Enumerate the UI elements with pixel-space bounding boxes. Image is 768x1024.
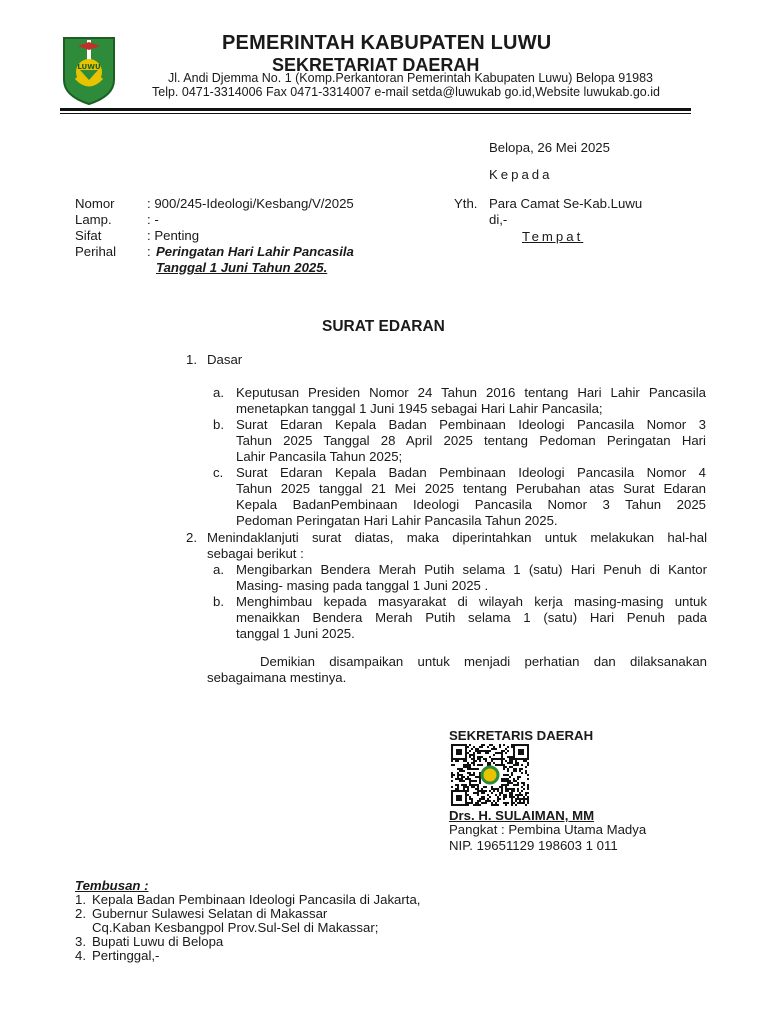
list-item-line: Tahun 2025 Tanggal 28 April 2025 tentang Pedoman Peringatan Hari [236,433,706,448]
list-item-line: Surat Edaran Kepala Badan Pembinaan Ideologi Pancasila Nomor 4 [236,465,706,480]
closing-line: Demikian disampaikan untuk menjadi perhatian dan dilaksanakan [260,654,707,669]
list-item-line: Surat Edaran Kepala Badan Pembinaan Ideologi Pancasila Nomor 3 [236,417,706,432]
luwu-emblem-icon [60,34,118,106]
section2-intro: Menindaklanjuti surat diatas, maka diperintahkan untuk melakukan hal-hal [207,530,707,545]
section1-title: Dasar [207,352,243,367]
meta-sifat-value: : Penting [147,228,200,243]
letterhead-address: Jl. Andi Djemma No. 1 (Komp.Perkantoran Pemerintah Kabupaten Luwu) Belopa 91983 [168,71,654,85]
signer-name: Drs. H. SULAIMAN, MM [449,808,595,823]
recipient-tempat: Tempat [522,229,584,244]
qr-code-icon [451,744,529,806]
signer-nip: NIP. 19651129 198603 1 011 [449,838,618,853]
closing-line: sebagaimana mestinya. [207,670,347,685]
section2-number: 2. [186,530,197,545]
list-item-mark: c. [213,465,224,480]
tembusan-mark: 3. [75,934,86,949]
list-item-line: Menghimbau kepada masyarakat di wilayah kerja masing-masing untuk [236,594,707,609]
list-item-line: Lahir Pancasila Tahun 2025; [236,449,403,464]
section2-intro-cont: sebagai berikut : [207,546,304,561]
list-item-line: Keputusan Presiden Nomor 24 Tahun 2016 tentang Hari Lahir Pancasila [236,385,706,400]
list-item-mark: b. [213,594,224,609]
svg-text:LUWU: LUWU [77,63,101,71]
recipient-di: di,- [489,212,508,227]
tembusan-item: Bupati Luwu di Belopa [92,934,224,949]
meta-nomor-value: : 900/245-Ideologi/Kesbang/V/2025 [147,196,354,211]
meta-nomor-label: Nomor [75,196,115,211]
tembusan-mark: 2. [75,906,86,921]
tembusan-mark: 4. [75,948,86,963]
recipient-name: Para Camat Se-Kab.Luwu [489,196,643,211]
perihal-date: Tanggal 1 Juni Tahun 2025. [156,260,328,275]
letterhead-rule-thick [60,108,691,111]
kepada-label: Kepada [489,167,553,182]
document-title: SURAT EDARAN [322,318,445,335]
date-line: Belopa, 26 Mei 2025 [489,140,610,155]
list-item-line: tanggal 1 Juni 2025. [236,626,355,641]
meta-lamp-value: : - [147,212,159,227]
list-item-line: Pedoman Peringatan Hari Lahir Pancasila Tahun 2025. [236,513,558,528]
list-item-line: Masing- masing pada tanggal 1 Juni 2025 . [236,578,489,593]
tembusan-title: Tembusan : [75,878,149,893]
qr-code [451,744,529,806]
signer-rank: Pangkat : Pembina Utama Madya [449,822,647,837]
meta-sifat-label: Sifat [75,228,102,243]
tembusan-item: Cq.Kaban Kesbangpol Prov.Sul-Sel di Makassar; [92,920,379,935]
meta-perihal-label: Perihal [75,244,117,259]
tembusan-item: Pertinggal,- [92,948,160,963]
tembusan-item: Kepala Badan Pembinaan Ideologi Pancasila di Jakarta, [92,892,421,907]
letterhead-contact: Telp. 0471-3314006 Fax 0471-3314007 e-mail setda@luwukab go.id,Website luwukab.go.id [152,85,660,99]
meta-perihal-colon: : [147,244,151,259]
signature-position: SEKRETARIS DAERAH [449,728,594,743]
list-item-mark: a. [213,385,224,400]
list-item-mark: b. [213,417,224,432]
regency-logo [60,34,118,106]
letterhead-rule-thin [60,113,691,114]
list-item-mark: a. [213,562,224,577]
section1-number: 1. [186,352,197,367]
tembusan-mark: 1. [75,892,86,907]
list-item-line: menaikkan Bendera Merah Putih selama 1 (satu) Hari Penuh pada [236,610,707,625]
tembusan-item: Gubernur Sulawesi Selatan di Makassar [92,906,328,921]
list-item-line: Kepala BadanPembinaan Ideologi Pancasila Nomor 3 Tahun 2025 [236,497,706,512]
perihal-subject: Peringatan Hari Lahir Pancasila [156,244,354,259]
list-item-line: Tahun 2025 tanggal 21 Mei 2025 tentang Perubahan atas Surat Edaran [236,481,706,496]
letterhead-subtitle: SEKRETARIAT DAERAH [272,55,480,75]
list-item-line: menetapkan tanggal 1 Juni 1945 sebagai Hari Lahir Pancasila; [236,401,603,416]
meta-lamp-label: Lamp. [75,212,112,227]
recipient-yth: Yth. [454,196,478,211]
list-item-line: Mengibarkan Bendera Merah Putih selama 1 (satu) Hari Penuh di Kantor [236,562,707,577]
letterhead-title: PEMERINTAH KABUPATEN LUWU [222,32,552,54]
